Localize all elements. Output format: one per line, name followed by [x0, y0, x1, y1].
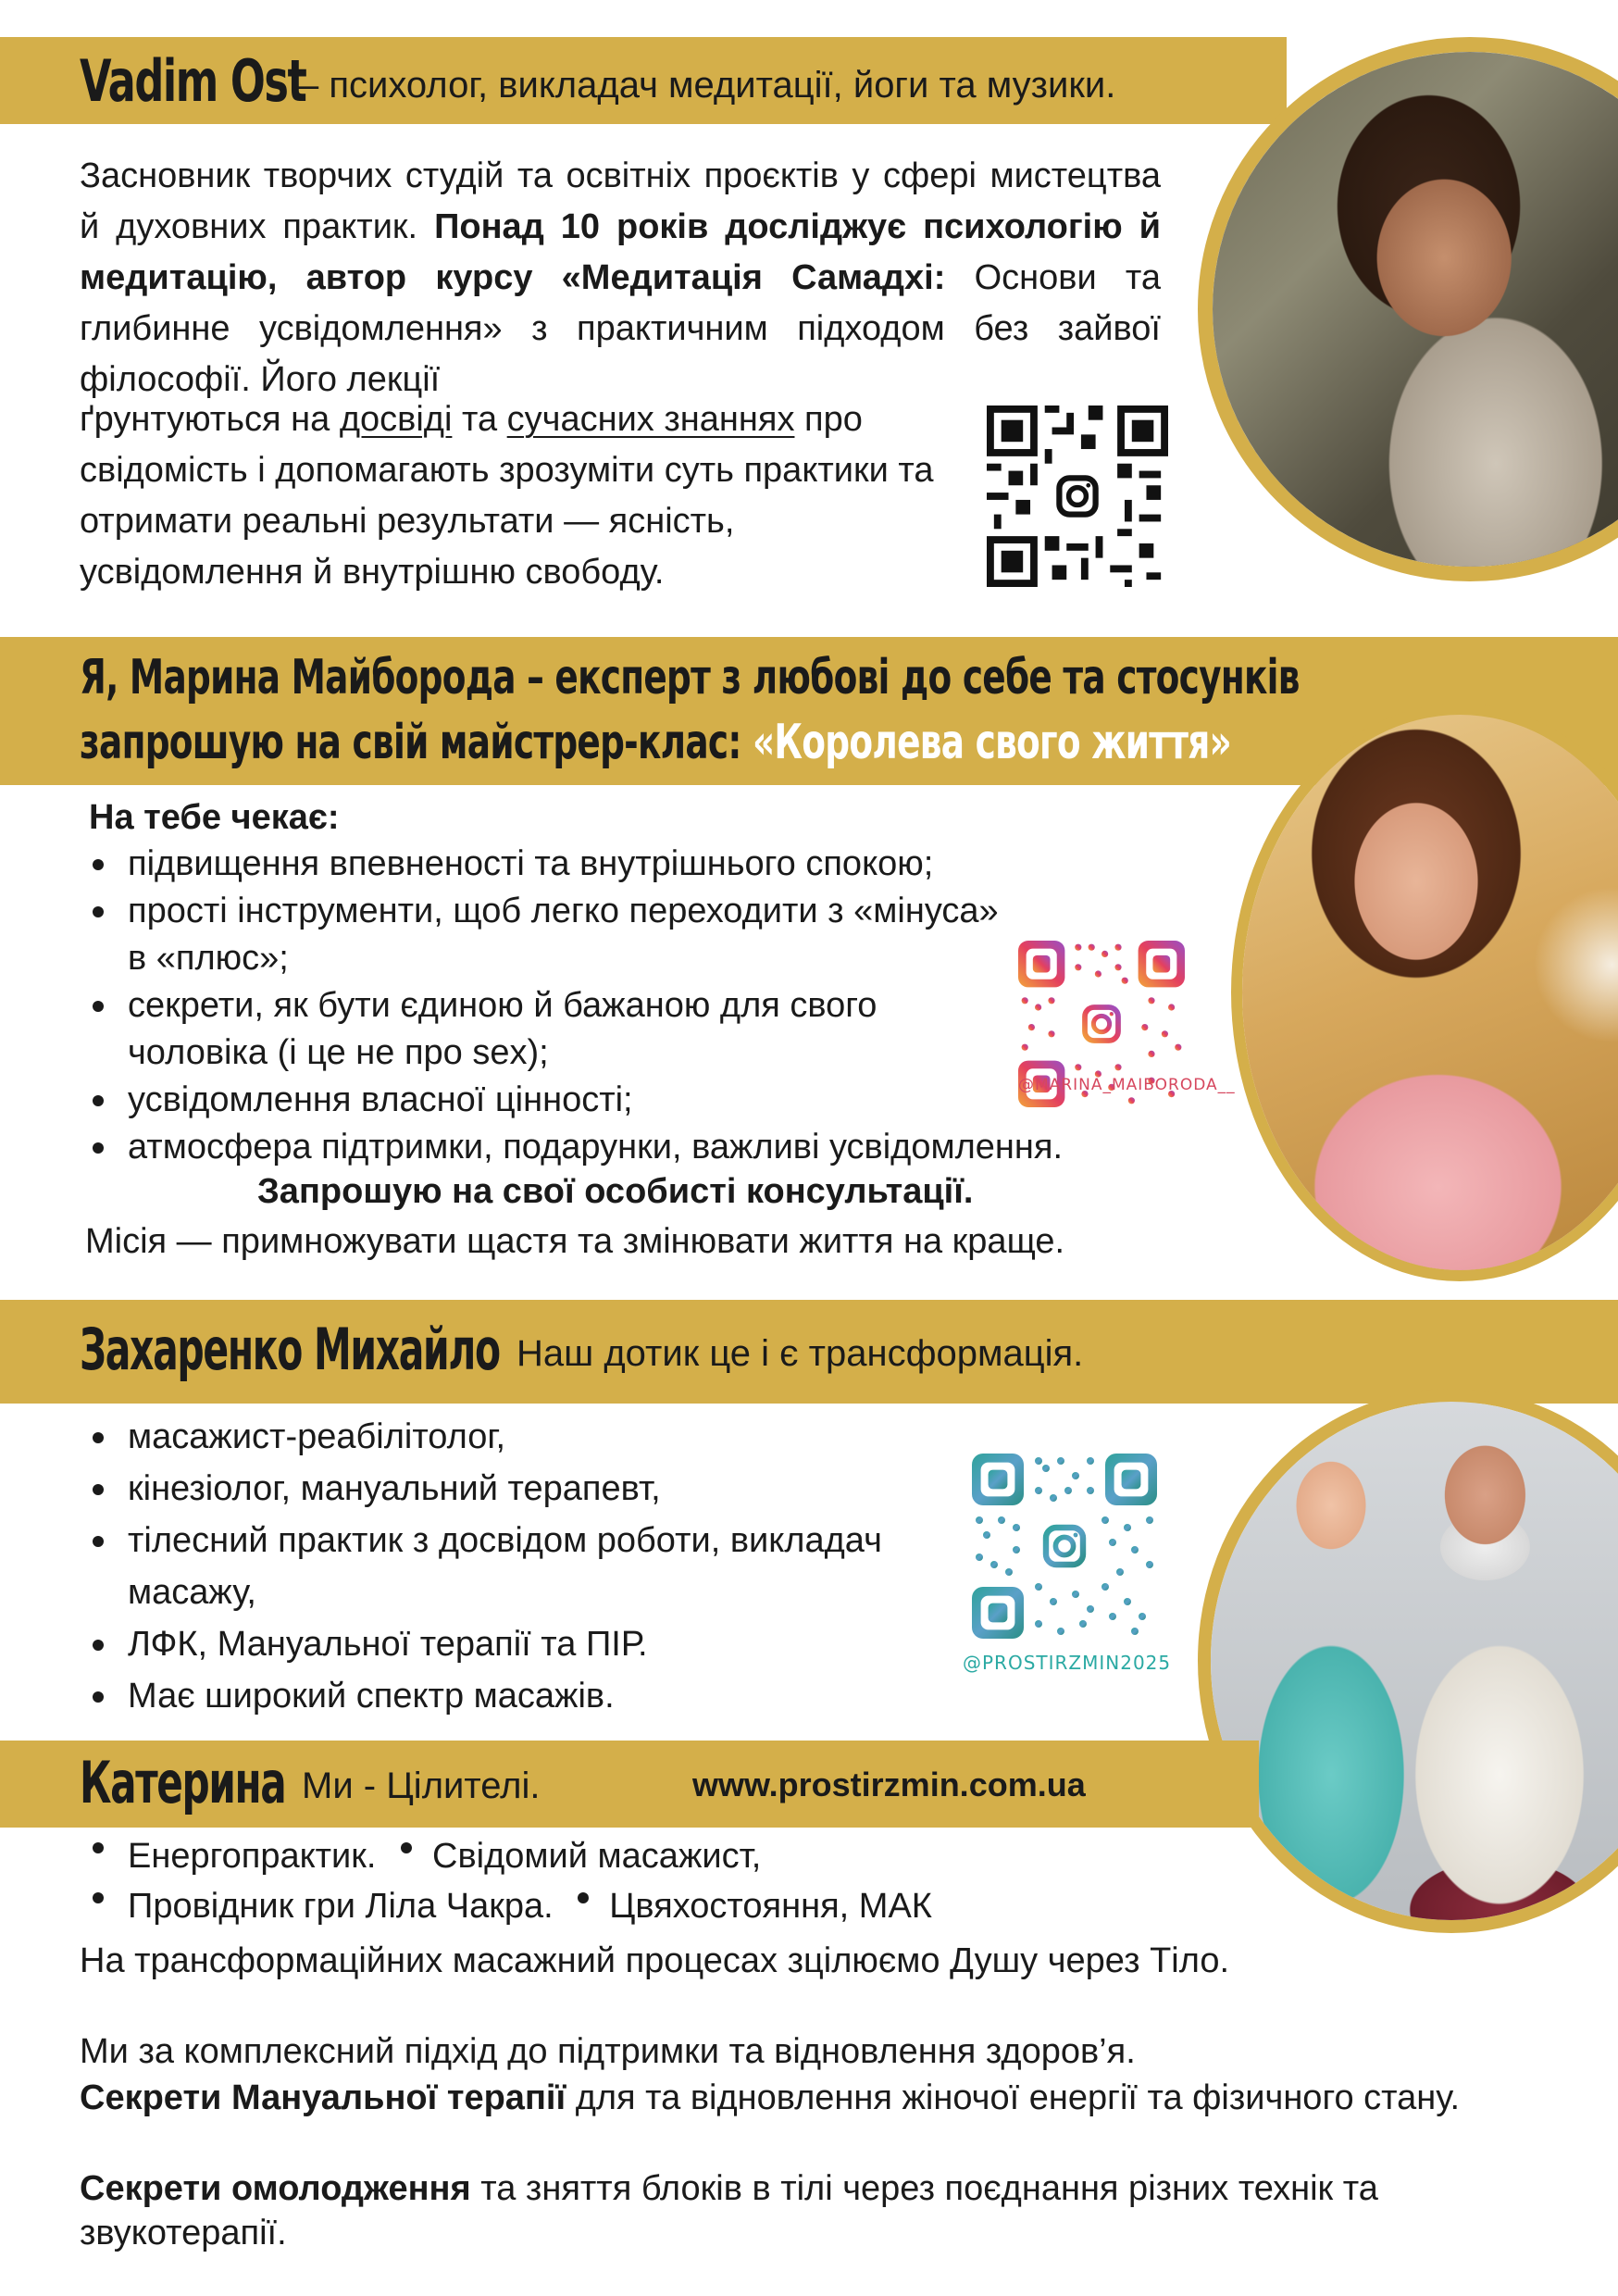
bullet-icon — [93, 1640, 104, 1651]
marina-title-line2: запрошую на свій майстрер-клас: «Королева свого життя» — [80, 715, 1232, 770]
team-photo — [1198, 1389, 1618, 1933]
marina-intro: На тебе чекає: — [89, 798, 340, 837]
bullet-icon — [93, 1691, 104, 1703]
bullet-icon — [578, 1892, 589, 1903]
bullet-icon — [93, 906, 104, 917]
list-item: кінезіолог, мануальний терапевт, — [87, 1463, 939, 1515]
vadim-bio-2: ґрунтуються на досвіді та сучасних знаннях про свідомість і допомагають зрозуміти суть практики та отримати реальні результати — ясність, усвідомлення й внутрішню свободу. — [80, 400, 934, 592]
list-item: масажист-реабілітолог, — [87, 1411, 939, 1463]
list-item: тілесний практик з досвідом роботи, викладач масажу, — [87, 1515, 924, 1618]
person-photo — [1213, 52, 1618, 567]
kateryna-p1: На трансформаційних масажний процесах зцілюємо Душу через Тіло. — [80, 1941, 1230, 1980]
bullet-icon — [93, 1484, 104, 1495]
list-item: Енергопрактик. — [87, 1837, 376, 1876]
bullet-icon — [93, 1432, 104, 1443]
mykhailo-tagline: Наш дотик це і є трансформація. — [517, 1333, 1084, 1374]
qr-pattern — [972, 1454, 1157, 1639]
vadim-qr-code[interactable] — [987, 406, 1168, 587]
bullet-icon — [93, 1536, 104, 1547]
kateryna-roles-row1 — [87, 1831, 761, 1881]
bullet-icon — [93, 1842, 104, 1853]
vadim-name: Vadim Ost — [80, 47, 306, 115]
mykhailo-qr-code[interactable] — [963, 1454, 1172, 1685]
bullet-icon — [401, 1842, 412, 1853]
marina-instagram-handle: @MARINA_MAIBORODA__ — [1018, 1076, 1236, 1094]
masterclass-name: «Королева свого життя» — [752, 715, 1232, 770]
bullet-icon — [93, 1892, 104, 1903]
marina-mission: Місія — примножувати щастя та змінювати життя на краще. — [85, 1222, 1065, 1261]
list-item: прості інструменти, щоб легко переходити з «мінуса» в «плюс»; — [87, 888, 1026, 982]
website-link[interactable]: www.prostirzmin.com.ua — [692, 1766, 1086, 1803]
mykhailo-name: Захаренко Михайло — [80, 1316, 500, 1383]
list-item: ЛФК, Мануальної терапії та ПІР. — [87, 1618, 939, 1670]
people-photo — [1211, 1402, 1618, 1920]
link-knowledge: сучасних знаннях — [506, 400, 795, 439]
marina-photo — [1231, 704, 1618, 1281]
mykhailo-skills-list — [87, 1411, 939, 1722]
marina-qr-code[interactable] — [1018, 941, 1236, 1126]
list-item: Цвяхостояння, МАК — [572, 1887, 932, 1926]
person-photo — [1242, 715, 1618, 1270]
list-item: атмосфера підтримки, подарунки, важливі усвідомлення. — [87, 1124, 1235, 1171]
vadim-role: – психолог, викладач медитації, йоги та музики. — [298, 65, 1116, 106]
kateryna-roles-row2 — [87, 1881, 932, 1931]
vadim-bio: Засновник творчих студій та освітніх проєктів у сфері мистецтва й духовних практик. Понад 10 років досліджує психологію й медитацію, автор курсу «Медитація Самадхі: Основи та глибинне усвідомлення» з практичним підходом без зайвої філософії. Його лекції — [80, 156, 1162, 399]
kateryna-p4: Секрети омолодження та зняття блоків в тілі через поєднання різних технік та звукотерапії. — [80, 2169, 1378, 2252]
kateryna-tagline: Ми - Цілителі. — [302, 1766, 541, 1806]
kateryna-p2: Ми за комплексний підхід до підтримки та відновлення здоров’я. — [80, 2032, 1136, 2071]
list-item: секрети, як бути єдиною й бажаною для свого чоловіка (і це не про sex); — [87, 982, 998, 1077]
marina-title-line1: Я, Марина Майборода – експерт з любові до себе та стосунків — [80, 650, 1300, 705]
link-experience: досвіді — [339, 400, 453, 439]
list-item: Провідник гри Ліла Чакра. — [87, 1887, 554, 1926]
bullet-icon — [93, 859, 104, 870]
qr-pattern — [987, 406, 1168, 587]
bullet-icon — [93, 1142, 104, 1154]
kateryna-p3: Секрети Мануальної терапії для та відновлення жіночої енергії та фізичного стану. — [80, 2078, 1461, 2117]
kateryna-name: Катерина — [80, 1749, 286, 1816]
marina-invite: Запрошую на свої особисті консультації. — [257, 1172, 974, 1211]
list-item: усвідомлення власної цінності; — [87, 1077, 1235, 1124]
bullet-icon — [93, 1001, 104, 1012]
mykhailo-instagram-handle: @PROSTIRZMIN2025 — [963, 1652, 1172, 1674]
list-item: Свідомий масажист, — [395, 1837, 761, 1876]
bullet-icon — [93, 1095, 104, 1106]
list-item: підвищення впевненості та внутрішнього спокою; — [87, 841, 1235, 888]
list-item: Має широкий спектр масажів. — [87, 1670, 939, 1722]
